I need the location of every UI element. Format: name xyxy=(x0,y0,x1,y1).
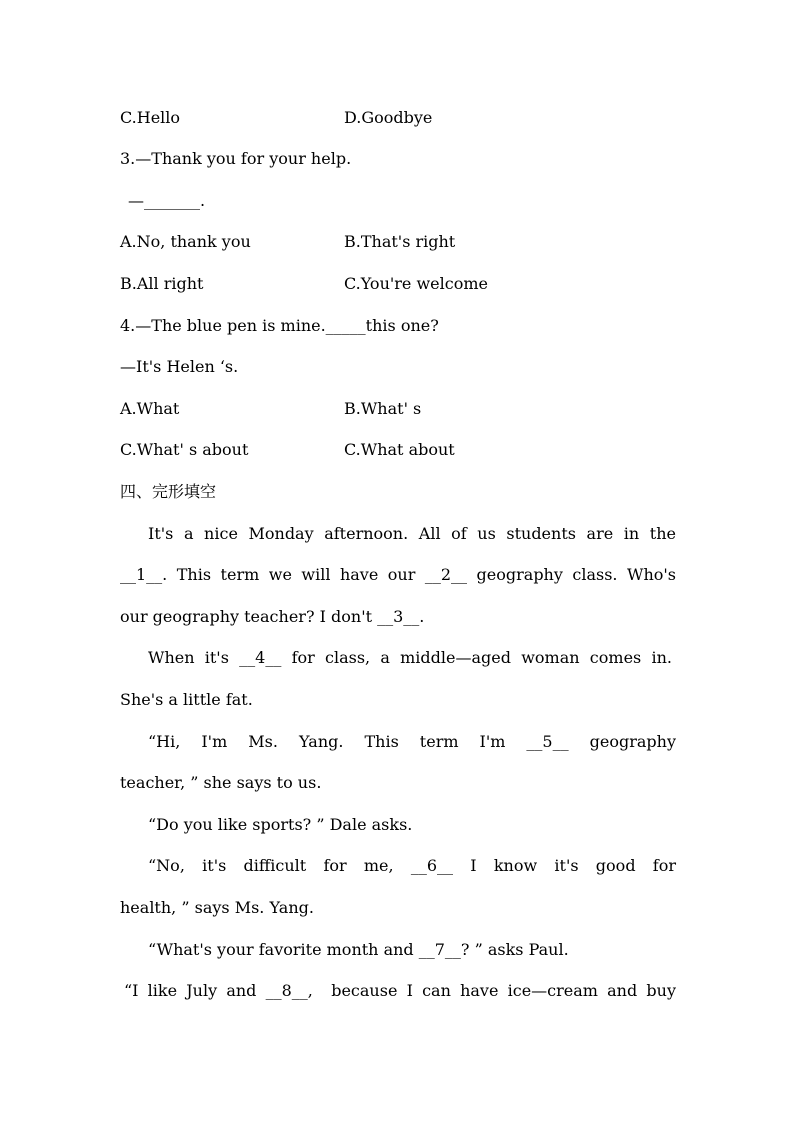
q3-question: 3.—Thank you for your help. xyxy=(120,149,352,168)
passage-line: health, ” says Ms. Yang. xyxy=(120,898,314,917)
q3-option-d: C.You're welcome xyxy=(344,274,488,293)
q2-option-c: C.Hello xyxy=(120,108,181,127)
passage-line: “Hi, I'm Ms. Yang. This term I'm __5__ geography xyxy=(148,732,676,751)
passage-line: She's a little fat. xyxy=(120,690,253,709)
passage-line: “Do you like sports? ” Dale asks. xyxy=(148,815,413,834)
passage-line: our geography teacher? I don't __3__. xyxy=(120,607,425,626)
q4-option-a: A.What xyxy=(120,399,180,418)
passage-line: teacher, ” she says to us. xyxy=(120,773,322,792)
q3-option-c: B.All right xyxy=(120,274,204,293)
q4-option-d: C.What about xyxy=(344,440,455,459)
passage-line: It's a nice Monday afternoon. All of us students are in the xyxy=(148,524,676,543)
passage-line: When it's __4__ for class, a middle—aged woman comes in. xyxy=(148,648,672,667)
passage-line: “What's your favorite month and __7__? ” asks Paul. xyxy=(148,940,569,959)
passage-line: __1__. This term we will have our __2__ geography class. Who's xyxy=(120,565,676,584)
q3-answer-line: —_______. xyxy=(128,191,206,210)
section-heading: 四、完形填空 xyxy=(120,482,217,501)
passage-line: “I like July and __8__, because I can have ice—cream and buy xyxy=(124,981,676,1000)
passage-line: “No, it's difficult for me, __6__ I know it's good for xyxy=(148,856,676,875)
q4-question: 4.—The blue pen is mine._____this one? xyxy=(120,316,439,335)
q2-option-d: D.Goodbye xyxy=(344,108,433,127)
q4-option-b: B.What' s xyxy=(344,399,422,418)
q3-option-b: B.That's right xyxy=(344,232,456,251)
q4-option-c: C.What' s about xyxy=(120,440,249,459)
q3-option-a: A.No, thank you xyxy=(120,232,251,251)
q4-answer-line: —It's Helen ‘s. xyxy=(120,357,239,376)
